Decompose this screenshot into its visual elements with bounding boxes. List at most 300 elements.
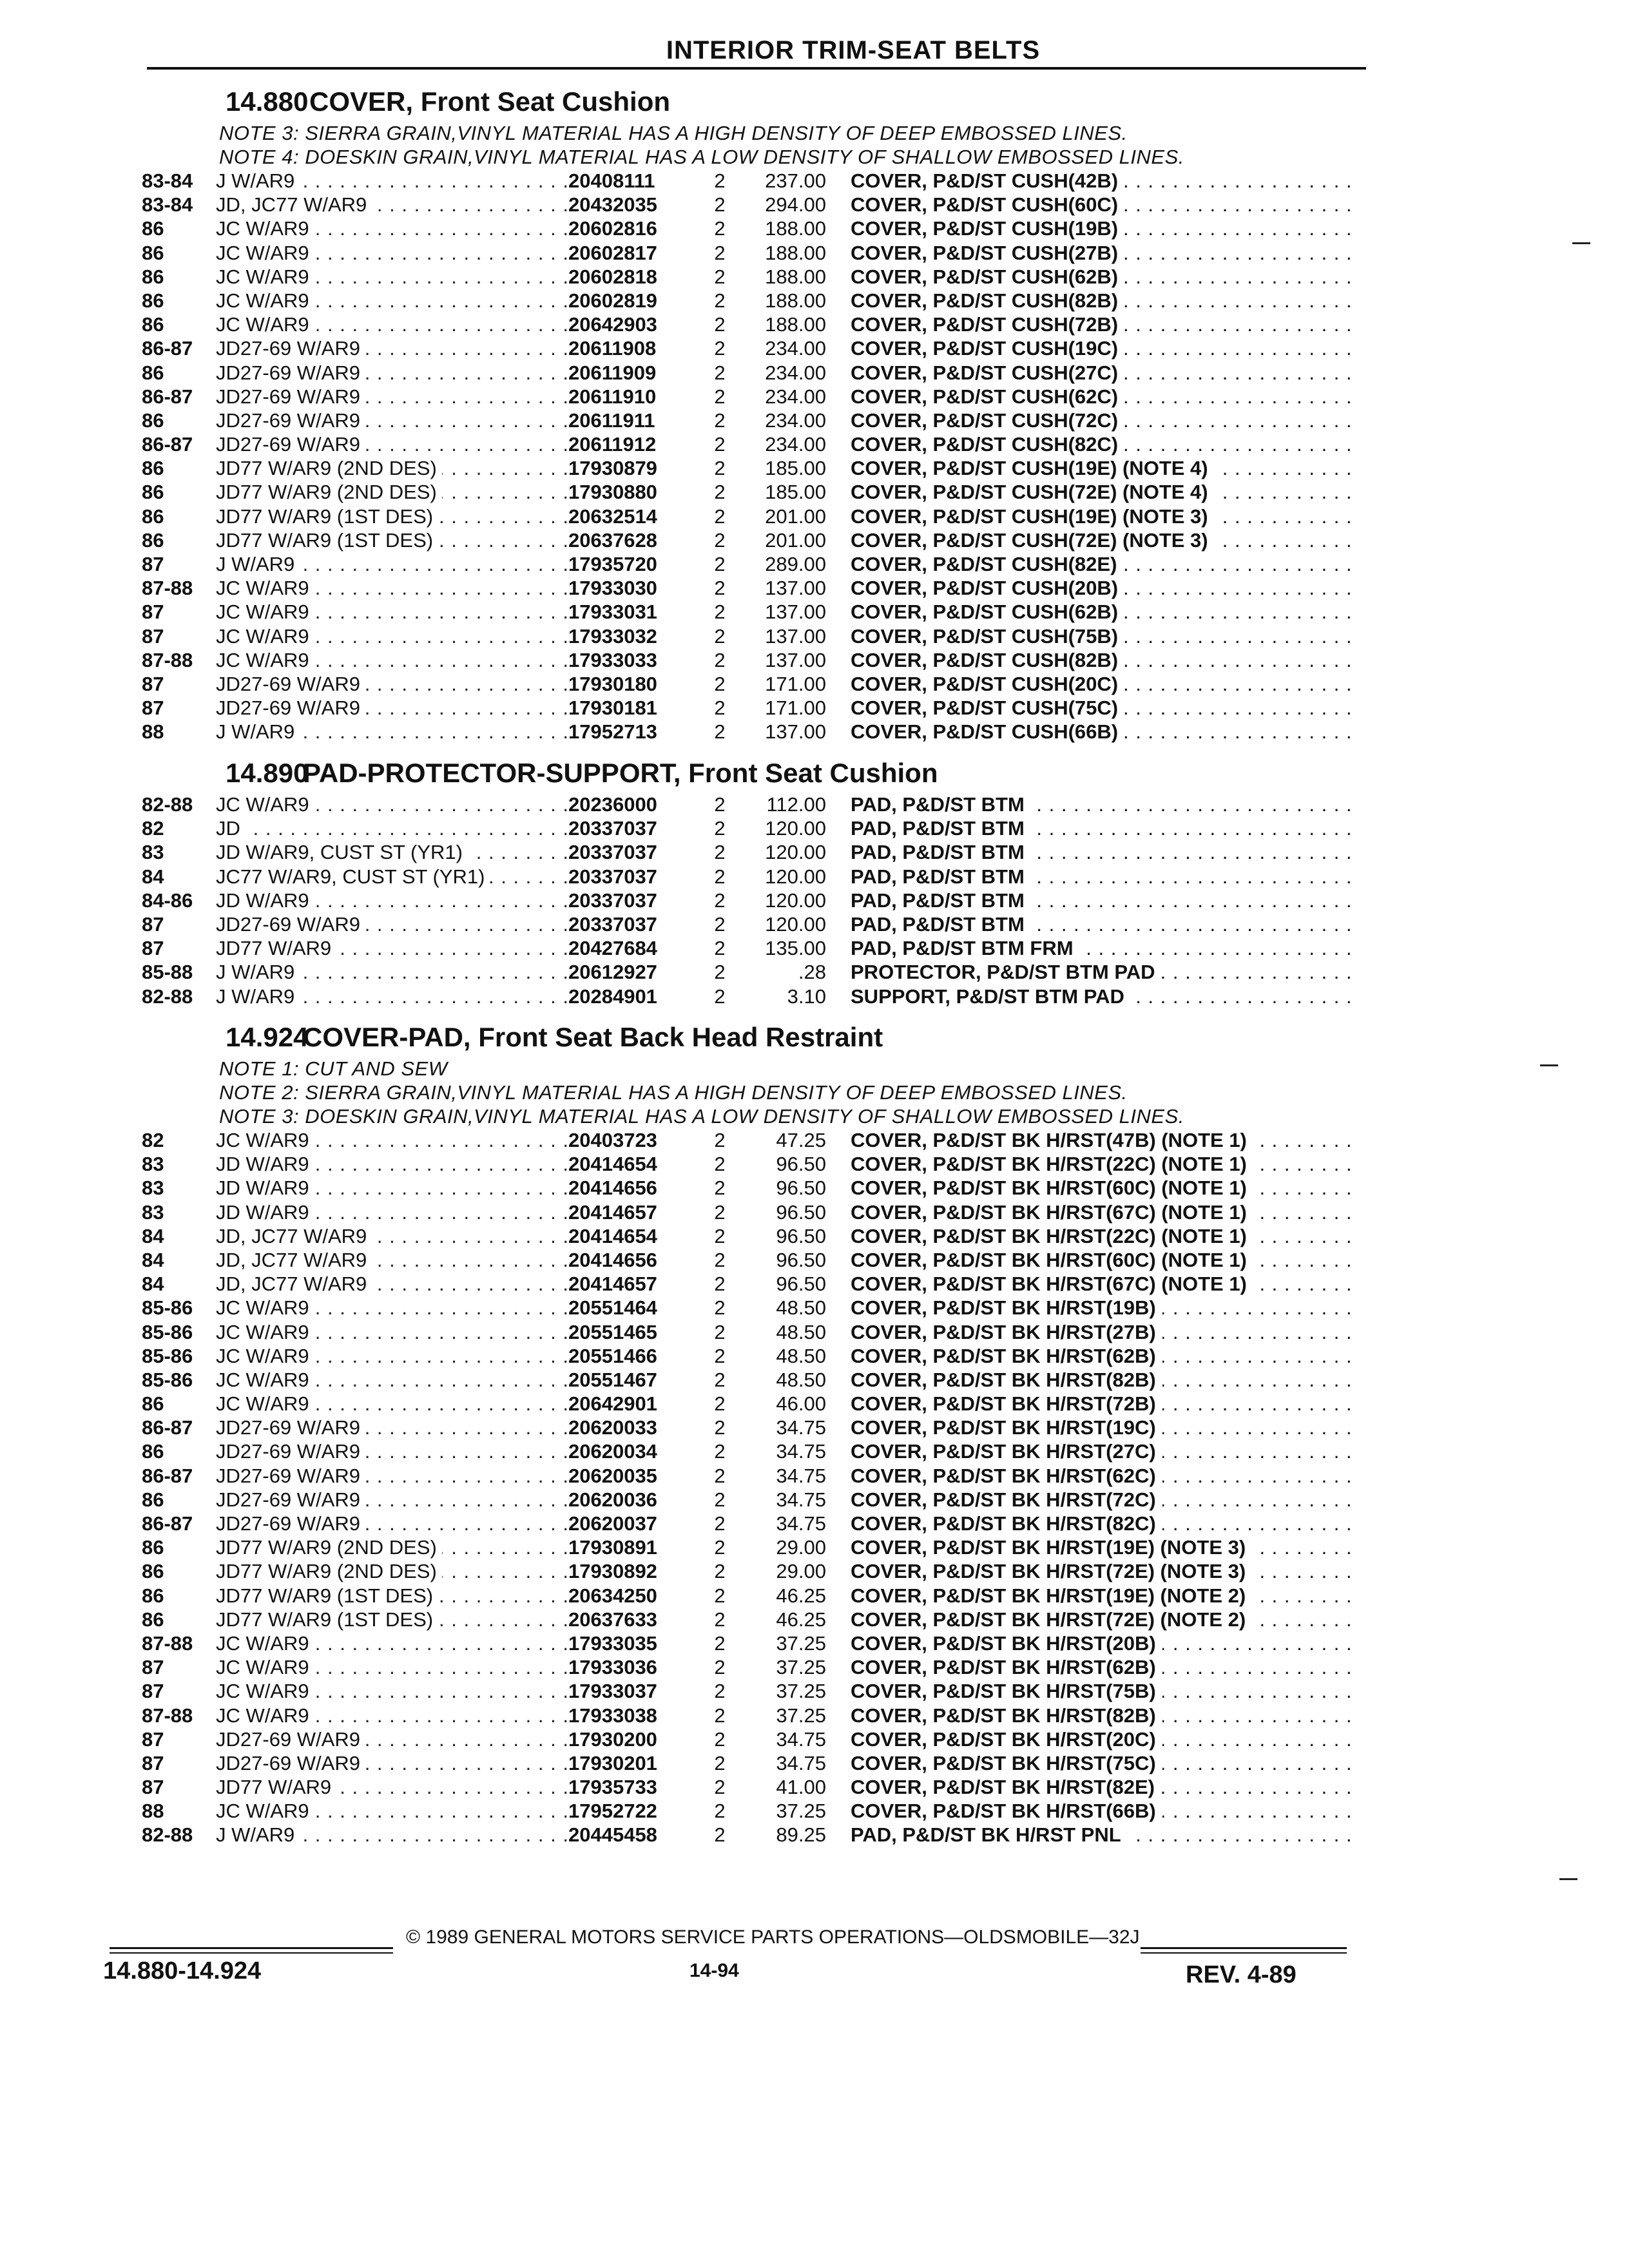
price: 188.00 [765, 265, 826, 288]
price: 185.00 [765, 457, 826, 480]
quantity: 2 [714, 361, 726, 384]
part-number: 20611911 [568, 408, 655, 432]
usage-code: JC W/AR9 [216, 1321, 314, 1343]
part-description-cell [851, 552, 1379, 576]
part-number: 20611909 [568, 361, 657, 384]
part-description: COVER, P&D/ST CUSH(19E) (NOTE 4) [851, 457, 1215, 479]
model-year: 87 [142, 1751, 164, 1774]
price: 3.10 [787, 985, 826, 1008]
quantity: 2 [714, 1704, 726, 1727]
model-year: 86 [142, 408, 164, 432]
usage-code: JD27-69 W/AR9 [216, 913, 365, 936]
part-description: COVER, P&D/ST BK H/RST(82B) [851, 1704, 1162, 1727]
footer-rule [1141, 1947, 1347, 1949]
usage-code: JD77 W/AR9 (1ST DES) [216, 505, 438, 528]
section-title: PAD-PROTECTOR-SUPPORT, Front Seat Cushion [303, 758, 938, 788]
usage-code-cell [216, 1608, 567, 1631]
part-number: 20551464 [568, 1296, 657, 1320]
part-description-cell [851, 385, 1379, 408]
part-description: COVER, P&D/ST CUSH(60C) [851, 193, 1124, 216]
margin-mark [1572, 242, 1590, 244]
price: 37.25 [776, 1680, 826, 1703]
usage-code-cell [216, 1464, 567, 1488]
part-number: 20551465 [568, 1320, 657, 1343]
model-year: 86 [142, 217, 164, 240]
usage-code: JD27-69 W/AR9 [216, 1440, 365, 1463]
part-description-cell [851, 1320, 1379, 1344]
part-description: COVER, P&D/ST CUSH(19B) [851, 217, 1124, 240]
usage-code: JD [216, 817, 246, 840]
usage-code-cell [216, 1512, 567, 1535]
part-description-cell [851, 1655, 1379, 1679]
quantity: 2 [714, 433, 726, 456]
table-row [142, 505, 1379, 528]
section-note: NOTE 4: DOESKIN GRAIN,VINYL MATERIAL HAS A LOW DENSITY OF SHALLOW EMBOSSED LINES. [219, 146, 1184, 168]
model-year: 86-87 [142, 433, 193, 456]
model-year: 85-86 [142, 1320, 193, 1343]
quantity: 2 [714, 313, 726, 336]
part-description: COVER, P&D/ST CUSH(82E) [851, 553, 1123, 575]
model-year: 86 [142, 1440, 164, 1463]
model-year: 83 [142, 1200, 164, 1224]
model-year: 82 [142, 817, 164, 840]
table-row [142, 361, 1379, 385]
part-description: PAD, P&D/ST BTM [851, 817, 1031, 840]
part-description-cell [851, 289, 1379, 312]
usage-code-cell [216, 1535, 567, 1559]
part-description-cell [851, 480, 1379, 504]
table-row [142, 1751, 1379, 1775]
part-number: 17930891 [568, 1536, 657, 1559]
margin-mark [1559, 1878, 1577, 1880]
part-number: 20620035 [568, 1464, 657, 1487]
model-year: 87-88 [142, 648, 193, 671]
part-description-cell [851, 1416, 1379, 1439]
table-row [142, 1272, 1379, 1296]
quantity: 2 [714, 1536, 726, 1559]
model-year: 83 [142, 1177, 164, 1200]
table-row [142, 1512, 1379, 1535]
part-description: COVER, P&D/ST BK H/RST(60C) (NOTE 1) [851, 1177, 1253, 1199]
usage-code: JD27-69 W/AR9 [216, 337, 365, 360]
part-description: COVER, P&D/ST CUSH(82B) [851, 649, 1124, 671]
usage-code: JD27-69 W/AR9 [216, 673, 365, 695]
part-description: COVER, P&D/ST CUSH(72C) [851, 409, 1124, 432]
price: 34.75 [776, 1416, 826, 1439]
quantity: 2 [714, 1512, 726, 1535]
price: 89.25 [776, 1823, 826, 1847]
price: 34.75 [776, 1440, 826, 1463]
price: 234.00 [765, 408, 826, 432]
usage-code-cell [216, 552, 567, 576]
part-description: COVER, P&D/ST CUSH(19E) (NOTE 3) [851, 505, 1215, 528]
table-row [142, 312, 1379, 336]
part-number: 17935733 [568, 1776, 657, 1799]
price: 37.25 [776, 1631, 826, 1655]
usage-code-cell [216, 1416, 567, 1439]
usage-code: JC W/AR9 [216, 601, 314, 623]
usage-code: JC77 W/AR9, CUST ST (YR1) [216, 865, 490, 888]
price: 46.25 [776, 1584, 826, 1607]
quantity: 2 [714, 720, 726, 744]
part-number: 20611908 [568, 337, 657, 360]
quantity: 2 [714, 408, 726, 432]
part-description: COVER, P&D/ST BK H/RST(75B) [851, 1680, 1162, 1702]
part-description: COVER, P&D/ST CUSH(19C) [851, 337, 1124, 360]
quantity: 2 [714, 289, 726, 312]
usage-code: JC W/AR9 [216, 242, 314, 264]
usage-code-cell [216, 1152, 567, 1176]
part-description-cell [851, 1152, 1379, 1176]
part-description: COVER, P&D/ST BK H/RST(72C) [851, 1488, 1162, 1511]
usage-code-cell [216, 193, 567, 216]
part-description: COVER, P&D/ST BK H/RST(22C) (NOTE 1) [851, 1225, 1253, 1247]
usage-code-cell [216, 1631, 567, 1655]
usage-code-cell [216, 816, 567, 840]
price: 48.50 [776, 1296, 826, 1320]
usage-code-cell [216, 624, 567, 648]
part-description-cell [851, 865, 1379, 889]
price: 41.00 [776, 1776, 826, 1799]
usage-code: JC W/AR9 [216, 313, 314, 336]
table-row [142, 265, 1379, 289]
table-row [142, 1224, 1379, 1248]
part-description-cell [851, 1392, 1379, 1416]
model-year: 86 [142, 528, 164, 552]
quantity: 2 [714, 1631, 726, 1655]
model-year: 82-88 [142, 985, 193, 1008]
usage-code-cell [216, 385, 567, 408]
price: 46.25 [776, 1608, 826, 1631]
usage-code: JC W/AR9 [216, 625, 314, 648]
usage-code: JD27-69 W/AR9 [216, 1416, 365, 1439]
table-row [142, 1392, 1379, 1416]
part-number: 17930892 [568, 1560, 657, 1583]
usage-code-cell [216, 1584, 567, 1608]
part-description-cell [851, 600, 1379, 624]
usage-code: JD W/AR9 [216, 889, 314, 912]
usage-code: JD77 W/AR9 [216, 937, 336, 959]
part-description: PAD, P&D/ST BTM [851, 841, 1031, 863]
usage-code: JC W/AR9 [216, 217, 314, 240]
part-number: 20602818 [568, 265, 657, 288]
part-number: 20620036 [568, 1488, 657, 1511]
model-year: 88 [142, 720, 164, 744]
part-number: 17933031 [568, 601, 657, 624]
part-number: 20337037 [568, 817, 657, 840]
part-number: 20414657 [568, 1273, 657, 1296]
table-row [142, 1176, 1379, 1200]
table-row [142, 576, 1379, 600]
part-number: 17933035 [568, 1631, 657, 1655]
part-description-cell [851, 576, 1379, 600]
usage-code-cell [216, 1248, 567, 1272]
usage-code-cell [216, 1176, 567, 1200]
price: 96.50 [776, 1273, 826, 1296]
table-row [142, 985, 1379, 1008]
quantity: 2 [714, 1416, 726, 1439]
price: 34.75 [776, 1488, 826, 1511]
table-row [142, 960, 1379, 984]
quantity: 2 [714, 1224, 726, 1247]
part-description: COVER, P&D/ST CUSH(72E) (NOTE 3) [851, 529, 1215, 552]
parts-table [142, 1128, 1379, 1847]
model-year: 86 [142, 481, 164, 504]
quantity: 2 [714, 265, 726, 288]
section-note: NOTE 3: SIERRA GRAIN,VINYL MATERIAL HAS A HIGH DENSITY OF DEEP EMBOSSED LINES. [219, 122, 1128, 144]
part-description-cell [851, 432, 1379, 456]
part-number: 20611912 [568, 433, 657, 456]
model-year: 83 [142, 841, 164, 864]
price: 34.75 [776, 1512, 826, 1535]
part-description: COVER, P&D/ST CUSH(20C) [851, 673, 1124, 695]
usage-code: JC W/AR9 [216, 1656, 314, 1678]
part-number: 20602819 [568, 289, 657, 312]
model-year: 86-87 [142, 1464, 193, 1487]
quantity: 2 [714, 385, 726, 408]
part-number: 20632514 [568, 505, 657, 528]
table-row [142, 1584, 1379, 1608]
part-description: COVER, P&D/ST BK H/RST(19B) [851, 1296, 1162, 1319]
quantity: 2 [714, 1368, 726, 1391]
part-description: COVER, P&D/ST BK H/RST(27C) [851, 1440, 1162, 1463]
quantity: 2 [714, 648, 726, 671]
usage-code-cell [216, 241, 567, 265]
model-year: 87 [142, 553, 164, 575]
usage-code-cell [216, 1272, 567, 1296]
model-year: 83 [142, 1153, 164, 1176]
part-number: 20445458 [568, 1823, 657, 1847]
model-year: 82-88 [142, 793, 193, 816]
part-number: 20284901 [568, 985, 657, 1008]
section-notes [142, 121, 1379, 169]
table-row [142, 169, 1379, 193]
part-description: COVER, P&D/ST CUSH(66B) [851, 720, 1124, 743]
part-description: PROTECTOR, P&D/ST BTM PAD [851, 961, 1161, 983]
quantity: 2 [714, 1464, 726, 1487]
part-description-cell [851, 1727, 1379, 1751]
part-description: COVER, P&D/ST CUSH(62B) [851, 265, 1124, 288]
table-row [142, 720, 1379, 744]
quantity: 2 [714, 528, 726, 552]
model-year: 86 [142, 289, 164, 312]
part-description-cell [851, 1272, 1379, 1296]
model-year: 86 [142, 1392, 164, 1416]
price: 48.50 [776, 1344, 826, 1367]
model-year: 87 [142, 601, 164, 624]
section-note: NOTE 2: SIERRA GRAIN,VINYL MATERIAL HAS A HIGH DENSITY OF DEEP EMBOSSED LINES. [219, 1081, 1128, 1104]
quantity: 2 [714, 1248, 726, 1271]
table-row [142, 840, 1379, 864]
page-header [147, 36, 1366, 70]
model-year: 87 [142, 937, 164, 960]
price: 37.25 [776, 1800, 826, 1823]
usage-code-cell [216, 696, 567, 720]
model-year: 87-88 [142, 577, 193, 600]
footer-rule [110, 1947, 393, 1949]
part-description: COVER, P&D/ST BK H/RST(75C) [851, 1752, 1162, 1774]
part-description-cell [851, 1608, 1379, 1631]
price: 171.00 [765, 697, 826, 720]
quantity: 2 [714, 1680, 726, 1703]
table-row [142, 528, 1379, 552]
part-description-cell [851, 336, 1379, 360]
part-number: 17930181 [568, 697, 657, 720]
section-heading [142, 82, 1379, 121]
quantity: 2 [714, 865, 726, 888]
model-year: 84 [142, 865, 164, 888]
part-description: SUPPORT, P&D/ST BTM PAD [851, 985, 1131, 1008]
usage-code: JD27-69 W/AR9 [216, 433, 365, 456]
part-number: 20337037 [568, 841, 657, 864]
part-number: 17930180 [568, 672, 657, 695]
part-description: PAD, P&D/ST BTM [851, 865, 1031, 888]
quantity: 2 [714, 912, 726, 936]
usage-code: JC W/AR9 [216, 1369, 314, 1391]
part-description-cell [851, 241, 1379, 265]
usage-code-cell [216, 432, 567, 456]
part-number: 17930201 [568, 1751, 657, 1774]
price: 234.00 [765, 337, 826, 360]
table-row [142, 1727, 1379, 1751]
part-description-cell [851, 505, 1379, 528]
model-year: 87 [142, 1727, 164, 1751]
usage-code-cell [216, 600, 567, 624]
table-row [142, 936, 1379, 960]
quantity: 2 [714, 601, 726, 624]
usage-code-cell [216, 1799, 567, 1823]
part-number: 20337037 [568, 889, 657, 912]
table-row [142, 1488, 1379, 1512]
table-row [142, 552, 1379, 576]
quantity: 2 [714, 793, 726, 816]
usage-code: JD W/AR9 [216, 1201, 314, 1224]
usage-code: JC W/AR9 [216, 577, 314, 599]
part-number: 20432035 [568, 193, 657, 216]
table-row [142, 1679, 1379, 1703]
section-number: 14.890 [226, 758, 309, 788]
part-description-cell [851, 912, 1379, 936]
price: 96.50 [776, 1200, 826, 1224]
usage-code-cell [216, 1344, 567, 1368]
table-row [142, 624, 1379, 648]
part-description-cell [851, 169, 1379, 193]
section-note: NOTE 3: DOESKIN GRAIN,VINYL MATERIAL HAS A LOW DENSITY OF SHALLOW EMBOSSED LINES. [219, 1105, 1184, 1128]
part-description-cell [851, 696, 1379, 720]
part-description-cell [851, 985, 1379, 1008]
footer-rule [110, 1952, 393, 1954]
part-number: 17952713 [568, 720, 657, 744]
table-row [142, 1775, 1379, 1799]
part-description: COVER, P&D/ST CUSH(82C) [851, 433, 1124, 456]
part-description: COVER, P&D/ST BK H/RST(19E) (NOTE 3) [851, 1536, 1252, 1559]
part-description: COVER, P&D/ST BK H/RST(19C) [851, 1416, 1162, 1439]
part-description: COVER, P&D/ST CUSH(27B) [851, 242, 1124, 264]
price: 34.75 [776, 1751, 826, 1774]
part-number: 20642901 [568, 1392, 657, 1416]
price: 188.00 [765, 289, 826, 312]
price: 48.50 [776, 1320, 826, 1343]
price: 185.00 [765, 481, 826, 504]
section-title: COVER, Front Seat Cushion [309, 86, 671, 117]
model-year: 87 [142, 1776, 164, 1799]
model-year: 83-84 [142, 169, 193, 192]
model-year: 86-87 [142, 337, 193, 360]
price: 37.25 [776, 1656, 826, 1679]
part-description-cell [851, 672, 1379, 696]
model-year: 86 [142, 1488, 164, 1511]
part-number: 20637633 [568, 1608, 657, 1631]
page-number: 14-94 [689, 1960, 739, 1981]
usage-code: JD, JC77 W/AR9 [216, 1273, 372, 1295]
part-description-cell [851, 1344, 1379, 1368]
part-description-cell [851, 624, 1379, 648]
model-year: 85-88 [142, 961, 193, 984]
model-year: 86 [142, 1608, 164, 1631]
part-description: COVER, P&D/ST CUSH(62C) [851, 385, 1124, 408]
part-description-cell [851, 1823, 1379, 1847]
usage-code-cell [216, 793, 567, 816]
usage-code-cell [216, 912, 567, 936]
table-row [142, 456, 1379, 480]
usage-code-cell [216, 312, 567, 336]
price: 112.00 [766, 793, 826, 816]
table-row [142, 1344, 1379, 1368]
quantity: 2 [714, 553, 726, 575]
price: 294.00 [765, 193, 826, 216]
part-description: PAD, P&D/ST BTM [851, 913, 1031, 936]
part-number: 17930880 [568, 481, 657, 504]
usage-code: JD27-69 W/AR9 [216, 1752, 365, 1774]
usage-code-cell [216, 960, 567, 984]
part-description: COVER, P&D/ST BK H/RST(19E) (NOTE 2) [851, 1584, 1252, 1607]
usage-code: JC W/AR9 [216, 1680, 314, 1702]
part-number: 17933037 [568, 1680, 657, 1703]
part-description-cell [851, 960, 1379, 984]
table-row [142, 1368, 1379, 1392]
part-number: 20408111 [568, 169, 655, 192]
part-description: COVER, P&D/ST BK H/RST(20B) [851, 1632, 1162, 1655]
part-number: 17933033 [568, 648, 657, 671]
price: 96.50 [776, 1153, 826, 1176]
price: 34.75 [776, 1727, 826, 1751]
usage-code-cell [216, 216, 567, 240]
section-heading [142, 754, 1379, 793]
part-description-cell [851, 528, 1379, 552]
model-year: 88 [142, 1800, 164, 1823]
price: 137.00 [765, 601, 826, 624]
part-description: PAD, P&D/ST BK H/RST PNL [851, 1823, 1128, 1846]
price: .28 [798, 961, 826, 984]
usage-code-cell [216, 456, 567, 480]
part-description: COVER, P&D/ST CUSH(72B) [851, 313, 1124, 336]
part-number: 17933032 [568, 624, 657, 648]
section-heading [142, 1018, 1379, 1057]
part-description-cell [851, 193, 1379, 216]
part-number: 20634250 [568, 1584, 657, 1607]
table-row [142, 1296, 1379, 1320]
part-description: PAD, P&D/ST BTM [851, 793, 1031, 816]
model-year: 86 [142, 1584, 164, 1607]
usage-code-cell [216, 528, 567, 552]
part-number: 17930200 [568, 1727, 657, 1751]
part-description: COVER, P&D/ST BK H/RST(72E) (NOTE 3) [851, 1560, 1252, 1582]
usage-code: JD77 W/AR9 [216, 1776, 336, 1798]
part-description: COVER, P&D/ST BK H/RST(20C) [851, 1728, 1162, 1751]
part-number: 20414654 [568, 1224, 657, 1247]
price: 201.00 [765, 505, 826, 528]
usage-code: J W/AR9 [216, 1823, 300, 1846]
